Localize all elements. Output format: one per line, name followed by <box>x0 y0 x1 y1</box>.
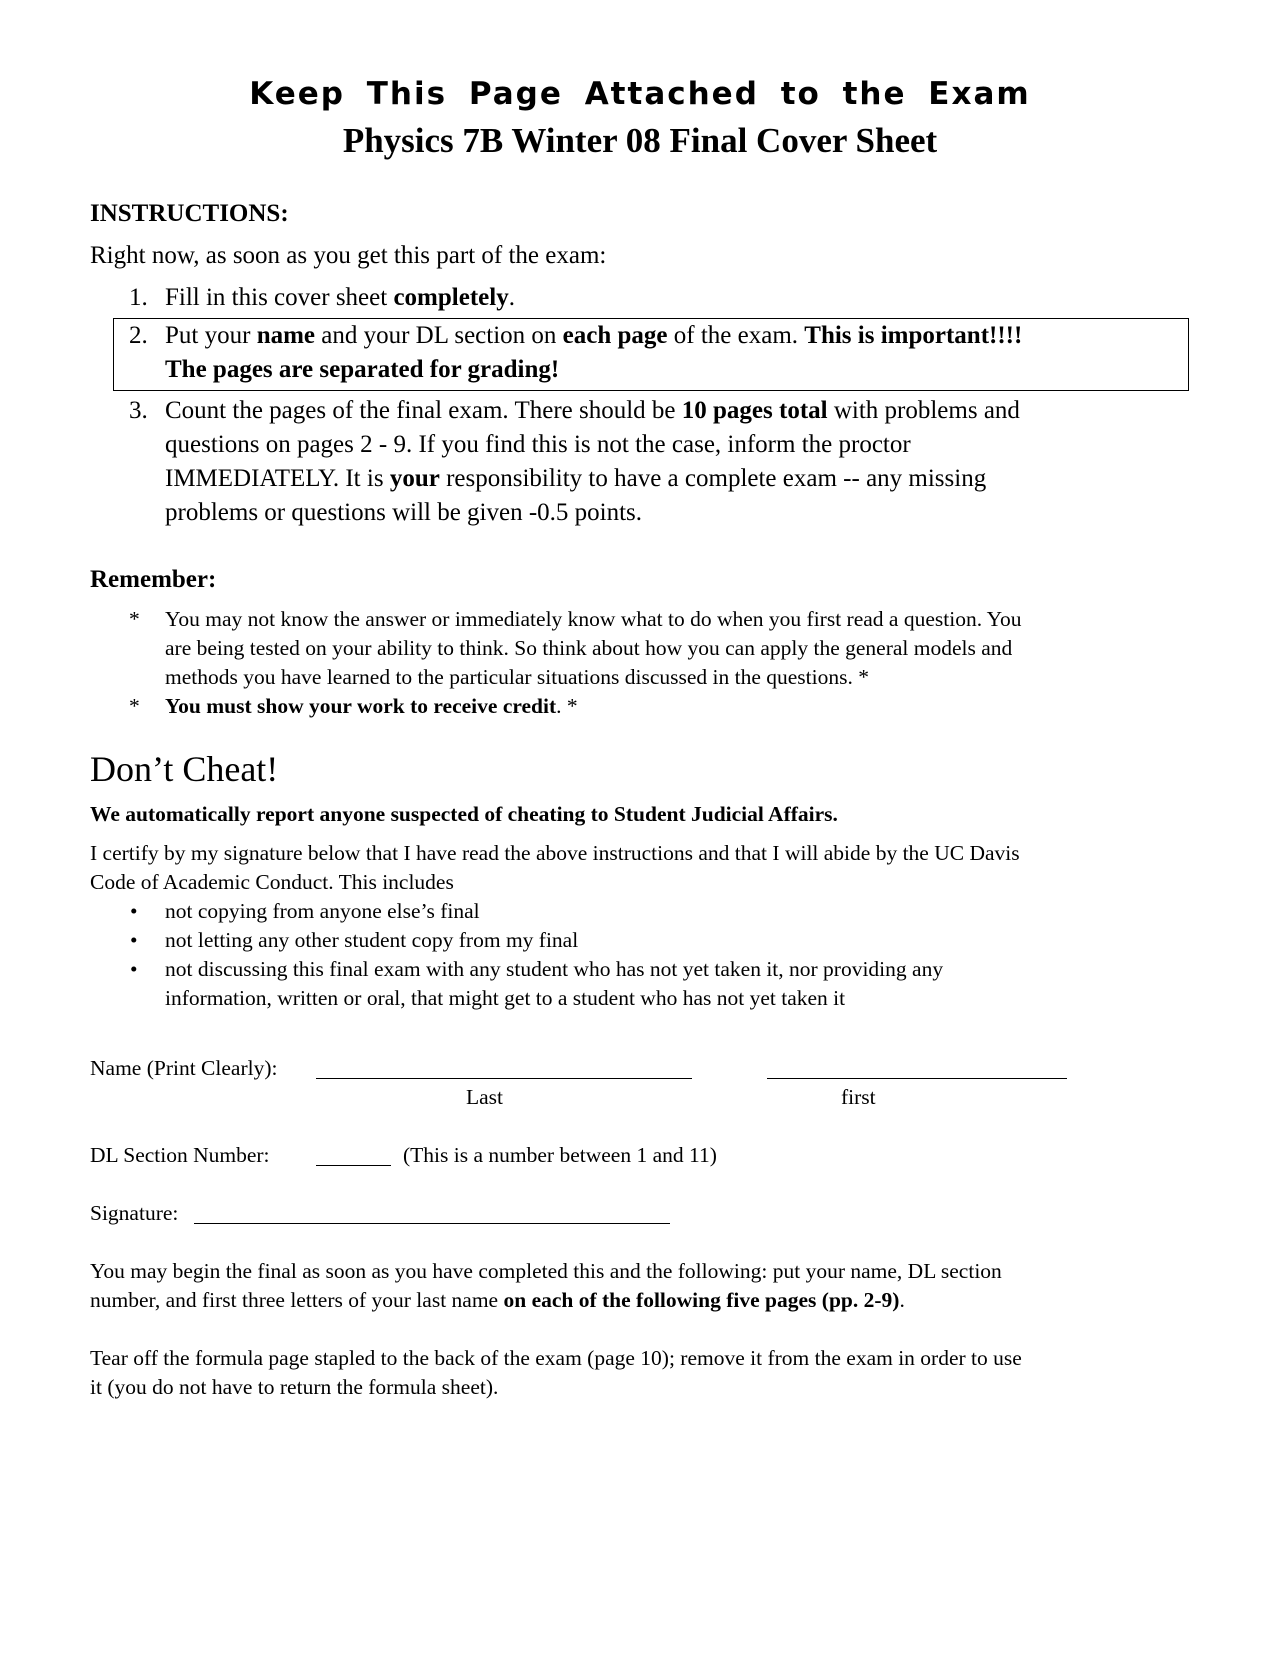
conduct-item-3-line2: information, written or oral, that might get to a student who has not yet taken it <box>165 986 846 1010</box>
certify-line2: Code of Academic Conduct. This includes <box>90 870 454 894</box>
banner-heading: Keep This Page Attached to the Exam <box>249 76 1031 112</box>
show-work-note: You must show your work to receive credit. * <box>165 694 578 718</box>
signature-field[interactable] <box>194 1223 670 1224</box>
last-name-field[interactable] <box>316 1078 692 1079</box>
last-name-caption: Last <box>466 1085 504 1109</box>
instruction-item-2-line2: The pages are separated for grading! <box>165 356 560 383</box>
instruction-item-3-line2: questions on pages 2 - 9. If you find this is not the case, inform the proctor <box>165 431 911 458</box>
page-title: Physics 7B Winter 08 Final Cover Sheet <box>342 121 938 160</box>
instructions-intro: Right now, as soon as you get this part of the exam: <box>90 242 607 269</box>
instruction-item-1: Fill in this cover sheet completely. <box>165 284 515 311</box>
dl-section-label: DL Section Number: <box>90 1143 270 1167</box>
instruction-number-2: 2. <box>129 322 148 349</box>
dont-cheat-heading: Don’t Cheat! <box>90 749 279 789</box>
dl-section-hint: (This is a number between 1 and 11) <box>403 1143 717 1167</box>
instruction-item-2: Put your name and your DL section on each page of the exam. This is important!!!! <box>165 322 1023 349</box>
first-name-field[interactable] <box>767 1078 1067 1079</box>
certify-line1: I certify by my signature below that I have read the above instructions and that I will abide by the UC Davis <box>90 841 1020 865</box>
remember-bullet-1: * <box>129 607 140 631</box>
first-name-caption: first <box>841 1085 876 1109</box>
instruction-item-3: Count the pages of the final exam. There should be 10 pages total with problems and <box>165 397 1020 424</box>
begin-instructions-line2: number, and first three letters of your last name on each of the following five pages (pp. 2-9). <box>90 1288 905 1312</box>
conduct-bullet-2: • <box>130 928 138 952</box>
instruction-number-3: 3. <box>129 397 148 424</box>
instructions-heading: INSTRUCTIONS: <box>90 200 289 227</box>
begin-instructions-line1: You may begin the final as soon as you have completed this and the following: put your name, DL section <box>90 1259 1002 1283</box>
instruction-item-3-line3: IMMEDIATELY. It is your responsibility to have a complete exam -- any missing <box>165 465 987 492</box>
instruction-item-3-line4: problems or questions will be given -0.5 points. <box>165 499 643 526</box>
instruction-number-1: 1. <box>129 284 148 311</box>
conduct-item-1: not copying from anyone else’s final <box>165 899 480 923</box>
dl-section-field[interactable] <box>316 1165 391 1166</box>
conduct-item-3: not discussing this final exam with any student who has not yet taken it, nor providing any <box>165 957 944 981</box>
conduct-item-2: not letting any other student copy from my final <box>165 928 579 952</box>
signature-label: Signature: <box>90 1201 179 1225</box>
remember-note-line1: You may not know the answer or immediately know what to do when you first read a question. You <box>165 607 1022 631</box>
formula-page-line2: it (you do not have to return the formula sheet). <box>90 1375 499 1399</box>
remember-heading: Remember: <box>90 566 217 593</box>
remember-bullet-2: * <box>129 694 140 718</box>
cheating-warning: We automatically report anyone suspected of cheating to Student Judicial Affairs. <box>90 802 838 826</box>
remember-note-line2: are being tested on your ability to think. So think about how you can apply the general models and <box>165 636 1013 660</box>
name-label: Name (Print Clearly): <box>90 1056 278 1080</box>
formula-page-line1: Tear off the formula page stapled to the back of the exam (page 10); remove it from the exam in order to use <box>90 1346 1022 1370</box>
remember-note-line3: methods you have learned to the particular situations discussed in the questions. * <box>165 665 869 689</box>
conduct-bullet-3: • <box>130 957 138 981</box>
conduct-bullet-1: • <box>130 899 138 923</box>
